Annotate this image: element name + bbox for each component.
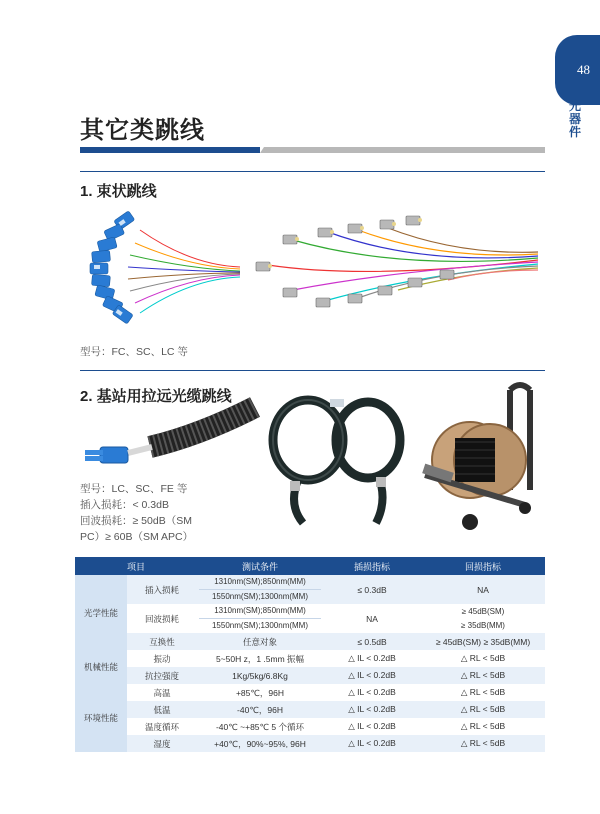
group-environmental: 环境性能 [75, 684, 127, 752]
table-row [75, 650, 545, 667]
cell-condition: +40℃，90%~95%, 96H [197, 735, 323, 752]
section1-heading: 1. 束状跳线 [80, 183, 157, 200]
section2-caption-insertion-loss: 插入损耗：< 0.3dB [80, 499, 169, 511]
section2-caption-return-loss: 回波损耗：≥ 50dB（SM [80, 515, 192, 527]
side-category-label: 光器件 [568, 99, 581, 139]
table-row [75, 604, 545, 633]
section2-caption-return-loss-cont: PC）≥ 60B（SM APC） [80, 531, 194, 543]
cell-return-loss: ≥ 45dB(SM) ≥ 35dB(MM) [421, 633, 545, 650]
title-underline [80, 147, 545, 153]
cell-return-loss: △ RL < 5dB [421, 667, 545, 684]
cell-condition: -40℃，96H [197, 701, 323, 718]
cell-return-loss: ≥ 45dB(SM) ≥ 35dB(MM) [421, 604, 545, 633]
table-row [75, 633, 545, 650]
cell-return-loss: △ RL < 5dB [421, 684, 545, 701]
cell-item: 互换性 [127, 633, 197, 650]
table-row [75, 735, 545, 752]
cell-condition: 1310nm(SM);850nm(MM) 1550nm(SM);1300nm(MM) [197, 575, 323, 604]
sc-bundle-patchcord-image [80, 205, 245, 335]
cell-insertion-loss: △ IL < 0.2dB [323, 650, 421, 667]
cell-condition: 5~50H z，1 .5mm 振幅 [197, 650, 323, 667]
cell-insertion-loss: ≤ 0.5dB [323, 633, 421, 650]
section2-heading: 2. 基站用拉远光缆跳线 [80, 388, 232, 405]
header-return-loss: 回损指标 [421, 557, 545, 575]
table-row [75, 575, 545, 604]
fc-bundle-patchcord-image [248, 210, 548, 325]
table-row [75, 718, 545, 735]
cell-condition: 任意对象 [197, 633, 323, 650]
table-row [75, 701, 545, 718]
cell-return-loss: △ RL < 5dB [421, 701, 545, 718]
cell-return-loss: △ RL < 5dB [421, 650, 545, 667]
cell-return-loss: NA [421, 575, 545, 604]
cell-insertion-loss: △ IL < 0.2dB [323, 684, 421, 701]
cell-insertion-loss: △ IL < 0.2dB [323, 718, 421, 735]
coiled-armored-cable-image [268, 385, 408, 530]
section-rule [80, 370, 545, 371]
header-insertion-loss: 插损指标 [323, 557, 421, 575]
header-test-condition: 测试条件 [197, 557, 323, 575]
cell-insertion-loss: △ IL < 0.2dB [323, 735, 421, 752]
page-number: 48 [577, 62, 590, 77]
section2-caption-model: 型号：LC、SC、FE 等 [80, 483, 188, 495]
lc-braided-cable-image [80, 395, 260, 475]
cable-reel-cart-image [415, 380, 555, 535]
header-item: 项目 [75, 557, 197, 575]
spec-table [75, 557, 545, 752]
cell-item: 抗拉强度 [127, 667, 197, 684]
cell-condition: 1310nm(SM);850nm(MM) 1550nm(SM);1300nm(MM) [197, 604, 323, 633]
cell-insertion-loss: NA [323, 604, 421, 633]
cell-insertion-loss: △ IL < 0.2dB [323, 701, 421, 718]
cell-condition: 1Kg/5kg/6.8Kg [197, 667, 323, 684]
cell-item: 温度循环 [127, 718, 197, 735]
cell-return-loss: △ RL < 5dB [421, 718, 545, 735]
section1-caption: 型号：FC、SC、LC 等 [80, 346, 188, 358]
cell-item: 插入损耗 [127, 575, 197, 604]
cell-item: 高温 [127, 684, 197, 701]
section-rule [80, 171, 545, 172]
cell-insertion-loss: ≤ 0.3dB [323, 575, 421, 604]
cell-condition: -40℃ ~+85℃ 5 个循环 [197, 718, 323, 735]
table-row [75, 684, 545, 701]
table-row [75, 667, 545, 684]
group-optical: 光学性能 [75, 575, 127, 650]
page-title: 其它类跳线 [80, 117, 205, 144]
cell-item: 湿度 [127, 735, 197, 752]
group-mechanical: 机械性能 [75, 650, 127, 684]
cell-item: 回波损耗 [127, 604, 197, 633]
table-header-row [75, 557, 545, 575]
cell-item: 低温 [127, 701, 197, 718]
cell-item: 振动 [127, 650, 197, 667]
cell-condition: +85℃，96H [197, 684, 323, 701]
cell-return-loss: △ RL < 5dB [421, 735, 545, 752]
cell-insertion-loss: △ IL < 0.2dB [323, 667, 421, 684]
